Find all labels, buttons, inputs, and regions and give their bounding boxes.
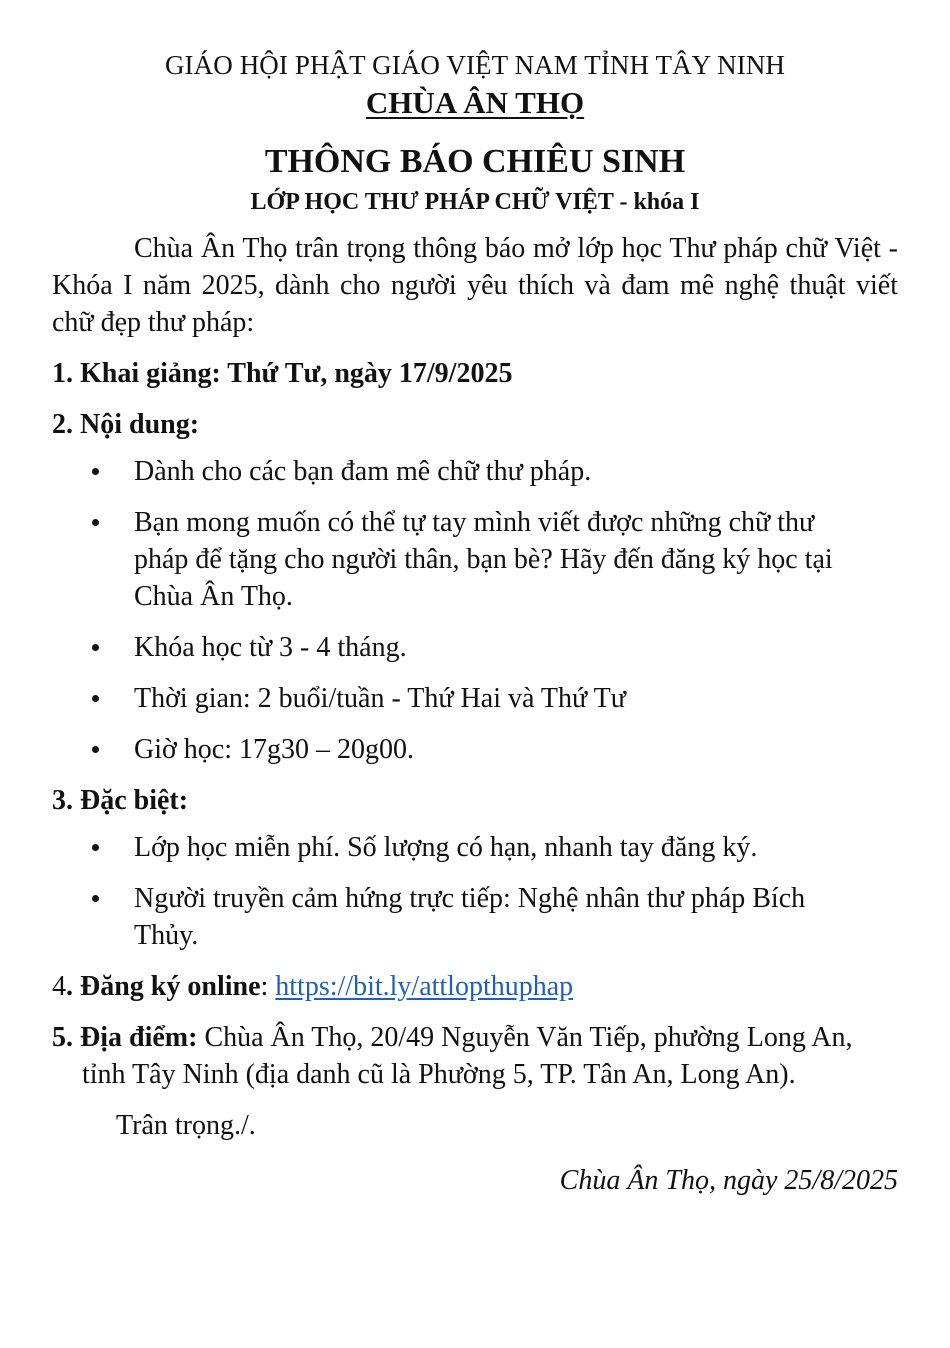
- list-item: [52, 629, 898, 666]
- content-list: [52, 453, 898, 768]
- list-item: [52, 680, 898, 717]
- list-item-text: Thời gian: 2 buổi/tuần - Thứ Hai và Thứ Tư: [134, 683, 626, 714]
- section-location-text: Chùa Ân Thọ, 20/49 Nguyễn Văn Tiếp, phường Long An, tỉnh Tây Ninh (địa danh cũ là Phường 5, TP. Tân An, Long An).: [82, 1022, 853, 1090]
- organization-heading: GIÁO HỘI PHẬT GIÁO VIỆT NAM TỈNH TÂY NINH: [164, 50, 786, 80]
- section-content-label: 2. Nội dung:: [52, 409, 200, 440]
- section-content: [52, 406, 898, 443]
- bullet-icon: [92, 468, 99, 475]
- section-special: [52, 782, 898, 819]
- bullet-icon: [92, 746, 99, 753]
- bullet-icon: [92, 644, 99, 651]
- closing-regards: Trân trọng./.: [116, 1110, 256, 1141]
- temple-name: [52, 84, 898, 122]
- bullet-icon: [92, 895, 99, 902]
- section-opening-label: 1. Khai giảng: Thứ Tư, ngày 17/9/2025: [52, 358, 513, 389]
- notice-title: THÔNG BÁO CHIÊU SINH: [264, 143, 686, 180]
- bullet-icon: [92, 519, 99, 526]
- closing-dateline: Chùa Ân Thọ, ngày 25/8/2025: [559, 1165, 898, 1196]
- list-item: [52, 731, 898, 768]
- section-registration-label: . Đăng ký online: [66, 971, 261, 1002]
- list-item-text: Bạn mong muốn có thể tự tay mình viết được những chữ thư pháp để tặng cho người thân, bạn bè? Hãy đến đăng ký học tại Chùa Ân Thọ.: [134, 507, 833, 612]
- list-item-text: Khóa học từ 3 - 4 tháng.: [134, 632, 407, 663]
- temple-name-text: CHÙA ÂN THỌ: [365, 85, 585, 120]
- list-item: [52, 880, 898, 954]
- notice-subtitle: LỚP HỌC THƯ PHÁP CHỮ VIỆT - khóa I: [250, 189, 700, 215]
- list-item-text: Giờ học: 17g30 – 20g00.: [134, 734, 415, 765]
- list-item: [52, 504, 898, 615]
- list-item-text: Dành cho các bạn đam mê chữ thư pháp.: [134, 456, 592, 487]
- intro-paragraph: Chùa Ân Thọ trân trọng thông báo mở lớp học Thư pháp chữ Việt - Khóa I năm 2025, dành cho người yêu thích và đam mê nghệ thuật viết chữ đẹp thư pháp:: [52, 233, 898, 338]
- section-registration-number: 4: [52, 971, 66, 1002]
- bullet-icon: [92, 844, 99, 851]
- list-item: [52, 829, 898, 866]
- section-opening: [52, 355, 898, 392]
- section-location-label: 5. Địa điểm:: [52, 1022, 198, 1053]
- section-special-label: 3. Đặc biệt:: [52, 785, 189, 816]
- registration-link[interactable]: https://bit.ly/attlopthuphap: [275, 971, 574, 1002]
- section-registration-colon: :: [260, 971, 276, 1002]
- list-item: [52, 453, 898, 490]
- list-item-text: Người truyền cảm hứng trực tiếp: Nghệ nhân thư pháp Bích Thủy.: [134, 883, 806, 951]
- special-list: [52, 829, 898, 954]
- section-location: [52, 1019, 898, 1093]
- list-item-text: Lớp học miễn phí. Số lượng có hạn, nhanh tay đăng ký.: [134, 832, 758, 863]
- section-registration: [52, 968, 898, 1005]
- bullet-icon: [92, 695, 99, 702]
